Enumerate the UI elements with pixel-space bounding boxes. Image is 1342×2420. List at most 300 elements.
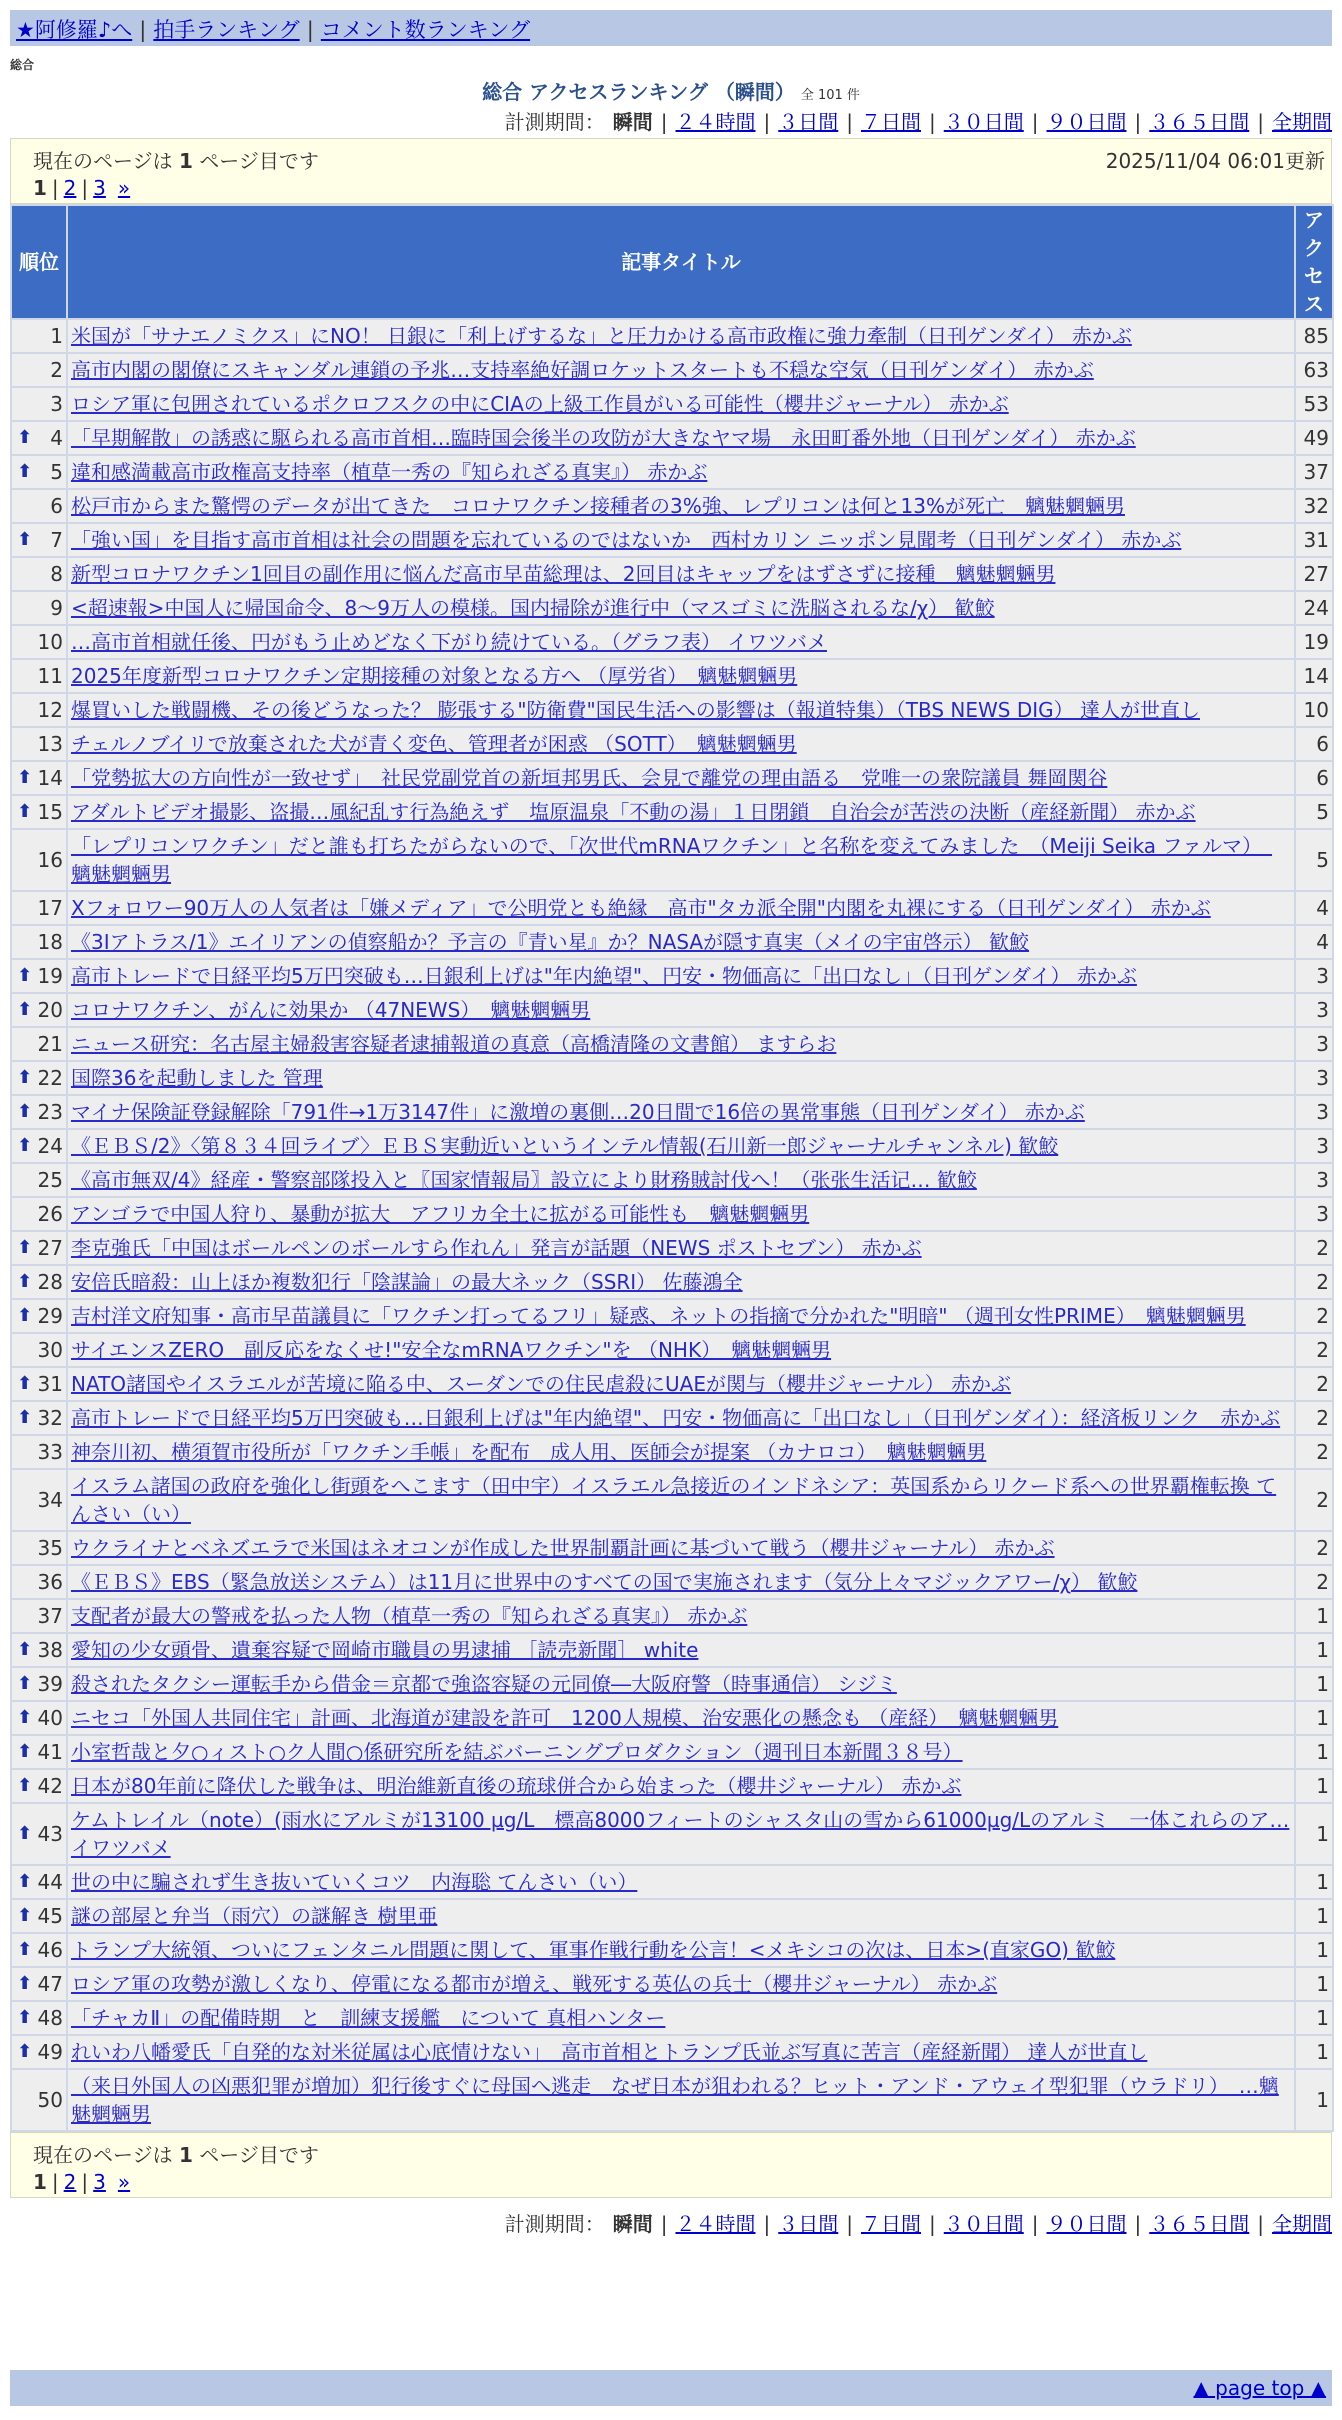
rank-cell	[12, 762, 66, 794]
table-row	[12, 1232, 1332, 1264]
title-cell	[68, 694, 1294, 726]
rank-number: 41	[37, 1740, 63, 1764]
pager-page-3[interactable]: 3	[93, 176, 106, 200]
pager-page-2[interactable]: 2	[63, 176, 77, 200]
title-cell	[68, 490, 1294, 522]
table-row	[12, 1702, 1332, 1734]
access-count: 2	[1296, 1566, 1332, 1598]
title-cell	[68, 1668, 1294, 1700]
table-row	[12, 388, 1332, 420]
rank-up-arrow-icon: ⬆	[17, 1135, 33, 1156]
article-title-link[interactable]: 「強い国」を目指す高市首相は社会の問題を忘れているのではないか 西村カリン ニッポン見聞考（日刊ゲンダイ） 赤かぶ	[71, 528, 1182, 552]
table-row	[12, 660, 1332, 692]
access-count: 1	[1296, 1900, 1332, 1932]
access-count: 3	[1296, 1198, 1332, 1230]
period-all-link[interactable]: 全期間	[1272, 2212, 1332, 2236]
rank-cell	[12, 1600, 66, 1632]
article-title-link[interactable]: 違和感満載高市政権高支持率（植草一秀の『知られざる真実』） 赤かぶ	[71, 460, 708, 484]
rank-up-arrow-icon: ⬆	[17, 1973, 33, 1994]
rank-cell	[12, 1566, 66, 1598]
access-count: 53	[1296, 388, 1332, 420]
article-title-link[interactable]: 吉村洋文府知事・高市早苗議員に「ワクチン打ってるフリ」疑惑、ネットの指摘で分かれた"明暗" （週刊女性PRIME） 魑魅魍魎男	[71, 1304, 1246, 1328]
table-row	[12, 994, 1332, 1026]
period-365d-link[interactable]: ３６５日間	[1149, 110, 1250, 134]
pager-next[interactable]: »	[117, 176, 131, 200]
category-label: 総合	[10, 58, 35, 72]
rank-up-arrow-icon: ⬆	[17, 1639, 33, 1660]
article-title-link[interactable]: ニセコ「外国人共同住宅」計画、北海道が建設を許可 1200人規模、治安悪化の懸念も （産経） 魑魅魍魎男	[71, 1706, 1059, 1730]
rank-cell	[12, 660, 66, 692]
page-info-bottom	[10, 2132, 1332, 2198]
rank-number: 19	[37, 964, 63, 988]
title-cell	[68, 388, 1294, 420]
current-page-text: 現在のページは 1 ページ目です	[33, 2143, 319, 2167]
rank-cell	[12, 1934, 66, 1966]
table-row	[12, 490, 1332, 522]
rank-cell	[12, 892, 66, 924]
rank-cell	[12, 960, 66, 992]
article-title-link[interactable]: 高市内閣の閣僚にスキャンダル連鎖の予兆…支持率絶好調ロケットスタートも不穏な空気（日刊ゲンダイ） 赤かぶ	[71, 358, 1094, 382]
footer-bar	[10, 2370, 1332, 2406]
rank-number: 9	[50, 596, 63, 620]
period-3d-link[interactable]: ３日間	[778, 110, 839, 134]
period-30d-link[interactable]: ３０日間	[943, 110, 1024, 134]
access-count: 85	[1296, 320, 1332, 352]
table-row	[12, 1566, 1332, 1598]
article-title-link[interactable]: れいわ八幡愛氏「自発的な対米従属は心底情けない」 高市首相とトランプ氏並ぶ写真に苦言（産経新聞） 達人が世直し	[71, 2040, 1148, 2064]
access-count: 1	[1296, 1804, 1332, 1864]
table-row	[12, 2036, 1332, 2068]
rank-number: 37	[37, 1604, 63, 1628]
rank-cell	[12, 1736, 66, 1768]
clap-ranking-link[interactable]: 拍手ランキング	[153, 18, 300, 42]
rank-up-arrow-icon: ⬆	[17, 2007, 33, 2028]
table-row	[12, 728, 1332, 760]
page-top-link[interactable]: ▲ page top ▲	[1193, 2376, 1326, 2400]
article-title-link[interactable]: ロシア軍の攻勢が激しくなり、停電になる都市が増え、戦死する英仏の兵士（櫻井ジャーナル） 赤かぶ	[71, 1972, 998, 1996]
access-count: 2	[1296, 1232, 1332, 1264]
rank-cell	[12, 354, 66, 386]
rank-number: 35	[37, 1536, 63, 1560]
access-count: 3	[1296, 1062, 1332, 1094]
rank-up-arrow-icon: ⬆	[17, 1673, 33, 1694]
title-cell	[68, 1198, 1294, 1230]
period-7d-link[interactable]: ７日間	[861, 110, 921, 134]
title-cell	[68, 1736, 1294, 1768]
table-row	[12, 1634, 1332, 1666]
rank-cell	[12, 1668, 66, 1700]
rank-number: 20	[37, 998, 63, 1022]
access-count: 32	[1296, 490, 1332, 522]
pager-page-2[interactable]: 2	[63, 2170, 77, 2194]
title-cell	[68, 1634, 1294, 1666]
access-count: 2	[1296, 1532, 1332, 1564]
period-7d-link[interactable]: ７日間	[861, 2212, 921, 2236]
pager-current-page: 1	[33, 176, 47, 200]
title-cell	[68, 1470, 1294, 1530]
rank-number: 49	[37, 2040, 63, 2064]
article-title-link[interactable]: アンゴラで中国人狩り、暴動が拡大 アフリカ全土に拡がる可能性も 魑魅魍魎男	[71, 1202, 810, 1226]
period-24h-link[interactable]: ２４時間	[675, 110, 756, 134]
table-row	[12, 1436, 1332, 1468]
article-title-link[interactable]: 世の中に騙されず生き抜いていくコツ 内海聡 てんさい（い）	[71, 1870, 638, 1894]
rank-up-arrow-icon: ⬆	[17, 767, 33, 788]
table-row	[12, 1402, 1332, 1434]
article-title-link[interactable]: 「レプリコンワクチン」だと誰も打ちたがらないので、「次世代mRNAワクチン」と名称を変えてみました （Meiji Seika ファルマ） 魑魅魍魎男	[71, 834, 1273, 886]
table-row	[12, 796, 1332, 828]
pager-page-3[interactable]: 3	[93, 2170, 106, 2194]
rank-cell	[12, 388, 66, 420]
article-title-link[interactable]: ロシア軍に包囲されているポクロフスクの中にCIAの上級工作員がいる可能性（櫻井ジャーナル） 赤かぶ	[71, 392, 1009, 416]
rank-up-arrow-icon: ⬆	[17, 427, 33, 448]
period-365d-link[interactable]: ３６５日間	[1149, 2212, 1250, 2236]
table-row	[12, 1096, 1332, 1128]
rank-number: 46	[37, 1938, 63, 1962]
table-row	[12, 320, 1332, 352]
rank-number: 34	[37, 1488, 63, 1512]
article-title-link[interactable]: Xフォロワー90万人の人気者は「嫌メディア」で公明党とも絶縁 高市"タカ派全開"内閣を丸裸にする（日刊ゲンダイ） 赤かぶ	[71, 896, 1211, 920]
rank-cell	[12, 320, 66, 352]
access-count: 49	[1296, 422, 1332, 454]
period-selector-top: 計測期間： 瞬間 | ２４時間 | ３日間 | ７日間 | ３０日間 | ９０日間 | ３６５日間 | 全期間	[504, 110, 1332, 134]
access-count: 37	[1296, 456, 1332, 488]
rank-cell	[12, 1470, 66, 1530]
title-cell	[68, 960, 1294, 992]
rank-up-arrow-icon: ⬆	[17, 2041, 33, 2062]
rank-cell	[12, 1164, 66, 1196]
article-title-link[interactable]: 謎の部屋と弁当（雨穴）の謎解き 樹里亜	[71, 1904, 438, 1928]
rank-cell	[12, 1866, 66, 1898]
article-title-link[interactable]: 《高市無双/4》経産・警察部隊投入と〖国家情報局〗設立により財務賊討伐へ！（张张生活记… 歓鮫	[71, 1168, 977, 1192]
article-title-link[interactable]: …高市首相就任後、円がもう止めどなく下がり続けている。（グラフ表） イワツバメ	[71, 630, 827, 654]
rank-cell	[12, 1436, 66, 1468]
table-row	[12, 1736, 1332, 1768]
article-title-link[interactable]: 「党勢拡大の方向性が一致せず」 社民党副党首の新垣邦男氏、会見で離党の理由語る 党唯一の衆院議員 舞岡関谷	[71, 766, 1108, 790]
table-row	[12, 456, 1332, 488]
table-row	[12, 1804, 1332, 1864]
article-title-link[interactable]: 新型コロナワクチン1回目の副作用に悩んだ高市早苗総理は、2回目はキャップをはずさずに接種 魑魅魍魎男	[71, 562, 1056, 586]
title-cell	[68, 1532, 1294, 1564]
rank-cell	[12, 490, 66, 522]
rank-number: 12	[37, 698, 63, 722]
access-count: 1	[1296, 1934, 1332, 1966]
article-title-link[interactable]: （来日外国人の凶悪犯罪が増加）犯行後すぐに母国へ逃走 なぜ日本が狙われる？ヒット・アンド・アウェイ型犯罪（ウラドリ） …魑魅魍魎男	[71, 2074, 1279, 2126]
access-count: 5	[1296, 796, 1332, 828]
article-title-link[interactable]: 高市トレードで日経平均5万円突破も…日銀利上げは"年内絶望"、円安・物価高に「出口なし」（日刊ゲンダイ） 赤かぶ	[71, 964, 1137, 988]
table-row	[12, 1164, 1332, 1196]
rank-cell	[12, 456, 66, 488]
title-cell	[68, 1062, 1294, 1094]
access-count: 2	[1296, 1470, 1332, 1530]
rank-cell	[12, 796, 66, 828]
table-row	[12, 1900, 1332, 1932]
access-count: 1	[1296, 1968, 1332, 2000]
rank-cell	[12, 626, 66, 658]
rank-cell	[12, 2036, 66, 2068]
rank-number: 11	[37, 664, 63, 688]
table-row	[12, 422, 1332, 454]
rank-cell	[12, 1130, 66, 1162]
article-title-link[interactable]: 小室哲哉と夕○ィスト○ク人間○係研究所を結ぶバーニングプロダクション（週刊日本新聞３８号）	[71, 1740, 963, 1764]
rank-up-arrow-icon: ⬆	[17, 1271, 33, 1292]
table-row	[12, 1300, 1332, 1332]
rank-number: 6	[50, 494, 63, 518]
access-count: 1	[1296, 1702, 1332, 1734]
access-count: 6	[1296, 762, 1332, 794]
rank-cell	[12, 694, 66, 726]
pager-next[interactable]: »	[117, 2170, 131, 2194]
table-row	[12, 1668, 1332, 1700]
table-row	[12, 1130, 1332, 1162]
rank-cell	[12, 1634, 66, 1666]
rank-up-arrow-icon: ⬆	[17, 999, 33, 1020]
period-30d-link[interactable]: ３０日間	[943, 2212, 1024, 2236]
table-row	[12, 926, 1332, 958]
rank-cell	[12, 926, 66, 958]
table-row	[12, 2002, 1332, 2034]
access-count: 1	[1296, 1866, 1332, 1898]
article-title-link[interactable]: イスラム諸国の政府を強化し街頭をへこます（田中宇）イスラエル急接近のインドネシア：英国系からリクード系への世界覇権転換 てんさい（い）	[71, 1474, 1277, 1526]
rank-number: 32	[37, 1406, 63, 1430]
rank-number: 1	[50, 324, 63, 348]
table-row	[12, 1968, 1332, 2000]
table-row	[12, 1062, 1332, 1094]
rank-up-arrow-icon: ⬆	[17, 529, 33, 550]
rank-cell	[12, 1702, 66, 1734]
rank-number: 13	[37, 732, 63, 756]
rank-cell	[12, 2070, 66, 2130]
rank-number: 25	[37, 1168, 63, 1192]
title-cell	[68, 1600, 1294, 1632]
article-title-link[interactable]: サイエンスZERO 副反応をなくせ!"安全なmRNAワクチン"を （NHK） 魑魅魍魎男	[71, 1338, 832, 1362]
access-count: 1	[1296, 2070, 1332, 2130]
table-row	[12, 1532, 1332, 1564]
access-count: 3	[1296, 1028, 1332, 1060]
title-cell	[68, 2070, 1294, 2130]
period-all-link[interactable]: 全期間	[1272, 110, 1332, 134]
rank-cell	[12, 830, 66, 890]
rank-cell	[12, 1232, 66, 1264]
rank-cell	[12, 2002, 66, 2034]
rank-cell	[12, 1300, 66, 1332]
rank-up-arrow-icon: ⬆	[17, 461, 33, 482]
page-info-top	[10, 138, 1332, 204]
access-header: アクセス	[1296, 206, 1332, 318]
access-count: 2	[1296, 1436, 1332, 1468]
access-count: 2	[1296, 1402, 1332, 1434]
table-row	[12, 1368, 1332, 1400]
article-title-link[interactable]: 《3Iアトラス/1》エイリアンの偵察船か？予言の『青い星』か？NASAが隠す真実（メイの宇宙啓示） 歓鮫	[71, 930, 1030, 954]
article-title-link[interactable]: 日本が80年前に降伏した戦争は、明治維新直後の琉球併合から始まった（櫻井ジャーナル） 赤かぶ	[71, 1774, 962, 1798]
article-title-link[interactable]: 「チャカⅡ」の配備時期 と 訓練支援艦 について 真相ハンター	[71, 2006, 666, 2030]
article-title-link[interactable]: NATO諸国やイスラエルが苦境に陥る中、スーダンでの住民虐殺にUAEが関与（櫻井ジャーナル） 赤かぶ	[71, 1372, 1011, 1396]
title-cell	[68, 1096, 1294, 1128]
table-row	[12, 1198, 1332, 1230]
article-title-link[interactable]: 李克強氏「中国はボールペンのボールすら作れん」発言が話題（NEWS ポストセブン） 赤かぶ	[71, 1236, 922, 1260]
comment-ranking-link[interactable]: コメント数ランキング	[320, 18, 531, 42]
table-row	[12, 524, 1332, 556]
table-row	[12, 892, 1332, 924]
rank-cell	[12, 728, 66, 760]
updated-timestamp: 2025/11/04 06:01更新	[1105, 149, 1325, 173]
title-cell	[68, 1770, 1294, 1802]
rank-number: 16	[37, 848, 63, 872]
rank-number: 23	[37, 1100, 63, 1124]
article-title-link[interactable]: チェルノブイリで放棄された犬が青く変色、管理者が困惑 （SOTT） 魑魅魍魎男	[71, 732, 797, 756]
rank-number: 45	[37, 1904, 63, 1928]
rank-up-arrow-icon: ⬆	[17, 1905, 33, 1926]
access-count: 63	[1296, 354, 1332, 386]
table-row	[12, 1334, 1332, 1366]
rank-up-arrow-icon: ⬆	[17, 1871, 33, 1892]
table-row	[12, 592, 1332, 624]
article-title-link[interactable]: ニュース研究：名古屋主婦殺害容疑者逮捕報道の真意（高橋清隆の文書館） ますらお	[71, 1032, 837, 1056]
rank-number: 5	[50, 460, 63, 484]
title-cell	[68, 1804, 1294, 1864]
access-count: 1	[1296, 1736, 1332, 1768]
access-count: 6	[1296, 728, 1332, 760]
access-count: 3	[1296, 960, 1332, 992]
title-cell	[68, 1968, 1294, 2000]
rank-number: 8	[50, 562, 63, 586]
table-row	[12, 1866, 1332, 1898]
title-cell	[68, 2002, 1294, 2034]
rank-number: 40	[37, 1706, 63, 1730]
access-count: 1	[1296, 2036, 1332, 2068]
title-cell	[68, 354, 1294, 386]
table-row	[12, 2070, 1332, 2130]
rank-number: 26	[37, 1202, 63, 1226]
article-title-link[interactable]: 支配者が最大の警戒を払った人物（植草一秀の『知られざる真実』） 赤かぶ	[71, 1604, 748, 1628]
pagination-bottom: 1 | 2 | 3 »	[33, 2170, 131, 2194]
table-row	[12, 762, 1332, 794]
rank-number: 18	[37, 930, 63, 954]
access-count: 5	[1296, 830, 1332, 890]
rank-number: 28	[37, 1270, 63, 1294]
article-title-link[interactable]: マイナ保険証登録解除「791件→1万3147件」に激増の裏側…20日間で16倍の異常事態（日刊ゲンダイ） 赤かぶ	[71, 1100, 1085, 1124]
article-title-link[interactable]: 愛知の少女頭骨、遺棄容疑で岡崎市職員の男逮捕 ［読売新聞］ white	[71, 1638, 699, 1662]
article-title-link[interactable]: コロナワクチン、がんに効果か （47NEWS） 魑魅魍魎男	[71, 998, 591, 1022]
access-count: 2	[1296, 1334, 1332, 1366]
article-title-link[interactable]: ウクライナとベネズエラで米国はネオコンが作成した世界制覇計画に基づいて戦う（櫻井ジャーナル） 赤かぶ	[71, 1536, 1055, 1560]
access-count: 3	[1296, 1130, 1332, 1162]
rank-cell	[12, 1368, 66, 1400]
period-3d-link[interactable]: ３日間	[778, 2212, 839, 2236]
rank-up-arrow-icon: ⬆	[17, 1823, 33, 1844]
rank-number: 42	[37, 1774, 63, 1798]
pager-current-page: 1	[33, 2170, 47, 2194]
article-title-link[interactable]: 《ＥＢＳ/2》〈第８３４回ライブ〉ＥＢＳ実動近いというインテル情報(石川新一郎ジャーナルチャンネル) 歓鮫	[71, 1134, 1059, 1158]
rank-up-arrow-icon: ⬆	[17, 965, 33, 986]
title-cell	[68, 1028, 1294, 1060]
rank-number: 31	[37, 1372, 63, 1396]
access-count: 4	[1296, 892, 1332, 924]
table-row	[12, 558, 1332, 590]
table-row	[12, 694, 1332, 726]
ranking-table	[10, 204, 1334, 2132]
rank-number: 17	[37, 896, 63, 920]
period-24h-link[interactable]: ２４時間	[675, 2212, 756, 2236]
rank-header: 順位	[12, 206, 66, 318]
separator: |	[139, 18, 147, 42]
period-90d-link[interactable]: ９０日間	[1046, 2212, 1127, 2236]
article-title-link[interactable]: 安倍氏暗殺：山上ほか複数犯行「陰謀論」の最大ネック（SSRI） 佐藤鴻全	[71, 1270, 743, 1294]
access-count: 4	[1296, 926, 1332, 958]
title-cell	[68, 1702, 1294, 1734]
article-title-link[interactable]: 《ＥＢＳ》EBS（緊急放送システム）は11月に世界中のすべての国で実施されます（気分上々マジックアワー/χ） 歓鮫	[71, 1570, 1138, 1594]
article-title-link[interactable]: 爆買いした戦闘機、その後どうなった？ 膨張する"防衛費"国民生活への影響は（報道特集）（TBS NEWS DIG） 達人が世直し	[71, 698, 1200, 722]
table-row	[12, 960, 1332, 992]
title-cell	[68, 830, 1294, 890]
rank-cell	[12, 1198, 66, 1230]
rank-number: 50	[37, 2088, 63, 2112]
article-title-link[interactable]: <超速報>中国人に帰国命令、8～9万人の模様。国内掃除が進行中（マスゴミに洗脳されるな/χ） 歓鮫	[71, 596, 995, 620]
title-cell	[68, 1164, 1294, 1196]
title-cell	[68, 422, 1294, 454]
title-cell	[68, 796, 1294, 828]
rank-number: 2	[50, 358, 63, 382]
access-count: 1	[1296, 1770, 1332, 1802]
ranking-title: 総合 アクセスランキング （瞬間）	[482, 80, 795, 104]
table-row	[12, 1600, 1332, 1632]
article-title-link[interactable]: トランプ大統領、ついにフェンタニル問題に関して、軍事作戦行動を公言！<メキシコの次は、日本>(直家GO) 歓鮫	[71, 1938, 1116, 1962]
rank-cell	[12, 422, 66, 454]
home-link[interactable]: ★阿修羅♪へ	[16, 18, 133, 42]
article-title-link[interactable]: 神奈川初、横須賀市役所が「ワクチン手帳」を配布 成人用、医師会が提案 （カナロコ） 魑魅魍魎男	[71, 1440, 987, 1464]
rank-up-arrow-icon: ⬆	[17, 1407, 33, 1428]
article-title-link[interactable]: 国際36を起動しました 管理	[71, 1066, 323, 1090]
table-row	[12, 354, 1332, 386]
title-cell	[68, 1266, 1294, 1298]
title-cell	[68, 728, 1294, 760]
rank-number: 36	[37, 1570, 63, 1594]
access-count: 1	[1296, 1634, 1332, 1666]
article-title-link[interactable]: 松戸市からまた驚愕のデータが出てきた コロナワクチン接種者の3%強、レプリコンは何と13%が死亡 魑魅魍魎男	[71, 494, 1125, 518]
article-title-link[interactable]: 2025年度新型コロナワクチン定期接種の対象となる方へ （厚労省） 魑魅魍魎男	[71, 664, 798, 688]
article-title-link[interactable]: 米国が「サナエノミクス」にNO！ 日銀に「利上げするな」と圧力かける高市政権に強力牽制（日刊ゲンダイ） 赤かぶ	[71, 324, 1132, 348]
rank-number: 30	[37, 1338, 63, 1362]
access-count: 1	[1296, 1600, 1332, 1632]
article-title-link[interactable]: アダルトビデオ撮影、盗撮…風紀乱す行為絶えず 塩原温泉「不動の湯」１日閉鎖 自治会が苦渋の決断（産経新聞） 赤かぶ	[71, 800, 1196, 824]
rank-cell	[12, 558, 66, 590]
rank-up-arrow-icon: ⬆	[17, 801, 33, 822]
title-cell	[68, 1566, 1294, 1598]
title-cell	[68, 1934, 1294, 1966]
rank-cell	[12, 1062, 66, 1094]
article-title-link[interactable]: 殺されたタクシー運転手から借金＝京都で強盗容疑の元同僚―大阪府警（時事通信） シジミ	[71, 1672, 897, 1696]
access-count: 14	[1296, 660, 1332, 692]
rank-number: 29	[37, 1304, 63, 1328]
title-cell	[68, 320, 1294, 352]
title-cell	[68, 1334, 1294, 1366]
article-title-link[interactable]: 高市トレードで日経平均5万円突破も…日銀利上げは"年内絶望"、円安・物価高に「出口なし」（日刊ゲンダイ）：経済板リンク 赤かぶ	[71, 1406, 1281, 1430]
article-title-link[interactable]: ケムトレイル（note）(雨水にアルミが13100 µg/L 標高8000フィートのシャスタ山の雪から61000µg/Lのアルミ 一体これらのア… イワツバメ	[71, 1808, 1290, 1860]
article-title-link[interactable]: 「早期解散」の誘惑に駆られる高市首相…臨時国会後半の攻防が大きなヤマ場 永田町番外地（日刊ゲンダイ） 赤かぶ	[71, 426, 1136, 450]
title-cell	[68, 762, 1294, 794]
title-cell	[68, 1900, 1294, 1932]
access-count: 2	[1296, 1300, 1332, 1332]
rank-number: 7	[50, 528, 63, 552]
rank-up-arrow-icon: ⬆	[17, 1707, 33, 1728]
rank-up-arrow-icon: ⬆	[17, 1305, 33, 1326]
rank-cell	[12, 1804, 66, 1864]
access-count: 27	[1296, 558, 1332, 590]
access-count: 24	[1296, 592, 1332, 624]
title-cell	[68, 2036, 1294, 2068]
rank-up-arrow-icon: ⬆	[17, 1741, 33, 1762]
period-90d-link[interactable]: ９０日間	[1046, 110, 1127, 134]
rank-number: 15	[37, 800, 63, 824]
